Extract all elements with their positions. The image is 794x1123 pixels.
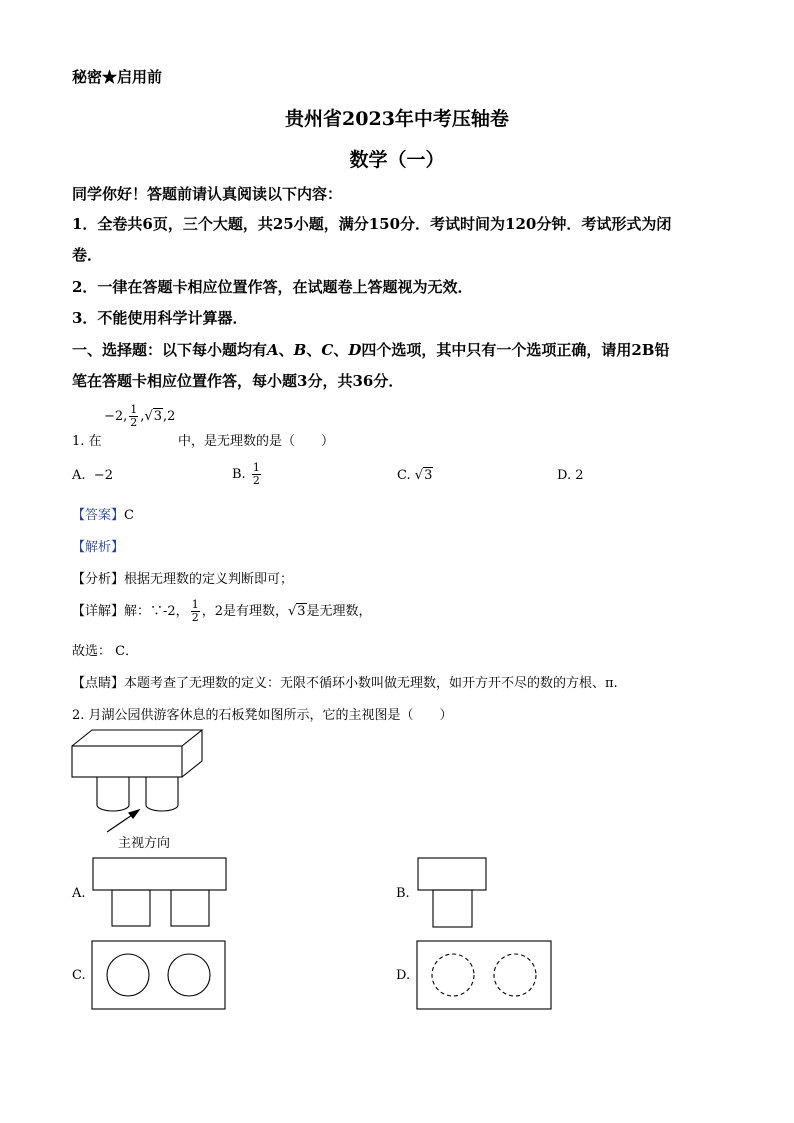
q2-option-a[interactable]: A.	[72, 886, 86, 901]
sqrt3: √3	[414, 468, 433, 483]
fenxi-tag: 【分析】	[72, 572, 125, 587]
q2-question: 2. 月湖公园供游客休息的石板凳如图所示，它的主视图是（ ）	[72, 708, 453, 723]
q2-option-d[interactable]: D.	[396, 968, 411, 983]
q1-analysis-tag: 【解析】	[72, 540, 125, 555]
option-value: 2	[575, 468, 584, 483]
option-label: C.	[397, 468, 411, 483]
numerator: 1	[191, 598, 199, 611]
denominator: 2	[252, 474, 260, 487]
option-letter: C	[321, 341, 334, 359]
comment-text: 本题考查了无理数的定义：无限不循环小数叫做无理数，如开方开不尽的数的方根、π.	[124, 676, 618, 691]
instruction-item-3: 3．不能使用科学计算器．	[72, 309, 248, 327]
radicand: 3	[297, 604, 306, 619]
option-letter: B	[293, 341, 307, 359]
answer-tag: 【答案】	[72, 508, 125, 523]
option-letter: D	[348, 341, 362, 359]
section-heading-text-2: 四个选项，其中只有一个选项正确，请用2B铅	[361, 341, 670, 359]
option-letter: A	[267, 341, 279, 359]
denominator: 2	[130, 416, 138, 429]
instruction-item-1-cont: 卷．	[72, 246, 103, 264]
q2-option-b[interactable]: B.	[396, 886, 410, 901]
instruction-item-1: 1．全卷共6页，三个大题，共25小题，满分150分．考试时间为120分钟．考试形式为闭	[72, 215, 672, 233]
radicand: 3	[424, 468, 433, 483]
exam-subject: 数学（一）	[349, 149, 445, 171]
q2-option-d-figure	[417, 941, 551, 1009]
sqrt3: √3	[144, 409, 163, 424]
numerator: 1	[252, 461, 260, 474]
q1-choice: 故选： C．	[72, 644, 139, 659]
denominator: 2	[191, 611, 199, 624]
detail-text: 是无理数，	[306, 604, 372, 619]
detail-text: ，2是有理数，	[201, 604, 288, 619]
view-direction-arrow	[107, 810, 139, 832]
stool-3d-figure	[72, 730, 202, 811]
exam-title: 贵州省2023年中考压轴卷	[285, 108, 509, 130]
confidential-mark: 秘密★启用前	[72, 68, 163, 86]
option-label: D.	[557, 468, 572, 483]
instruction-item-2: 2．一律在答题卡相应位置作答，在试题卷上答题视为无效．	[72, 278, 473, 296]
view-direction-label: 主视方向	[118, 836, 171, 851]
separator: 、	[306, 341, 322, 359]
detail-text: 解：∵-2，	[124, 604, 189, 619]
section-heading-line2: 笔在答题卡相应位置作答，每小题3分，共36分．	[72, 372, 404, 390]
comment-tag: 【点睛】	[72, 676, 125, 691]
numerator: 1	[130, 403, 138, 416]
option-value: −2	[93, 468, 113, 483]
q2-option-a-figure	[93, 858, 226, 926]
section-heading-text: 一、选择题：以下每小题均有	[72, 341, 268, 359]
detail-tag: 【详解】	[72, 604, 125, 619]
q2-option-c[interactable]: C.	[72, 968, 86, 983]
radicand: 3	[153, 409, 163, 424]
q2-option-c-figure	[92, 941, 225, 1009]
q1-suffix: 中，是无理数的是（ ）	[178, 434, 335, 449]
instructions-intro: 同学你好！答题前请认真阅读以下内容：	[72, 185, 343, 203]
fenxi-text: 根据无理数的定义判断即可；	[124, 572, 294, 587]
separator: 、	[333, 341, 349, 359]
q1-prefix: 1. 在	[72, 434, 102, 449]
separator: 、	[278, 341, 294, 359]
q2-option-b-figure	[418, 858, 486, 927]
sqrt3: √3	[287, 604, 306, 619]
q1-set-part: −2,	[104, 409, 128, 424]
option-label: B.	[232, 467, 246, 482]
answer-value: C	[124, 508, 134, 523]
option-label: A.	[72, 468, 86, 483]
comma: ,	[140, 409, 145, 424]
q1-set-part: ,2	[163, 409, 176, 424]
